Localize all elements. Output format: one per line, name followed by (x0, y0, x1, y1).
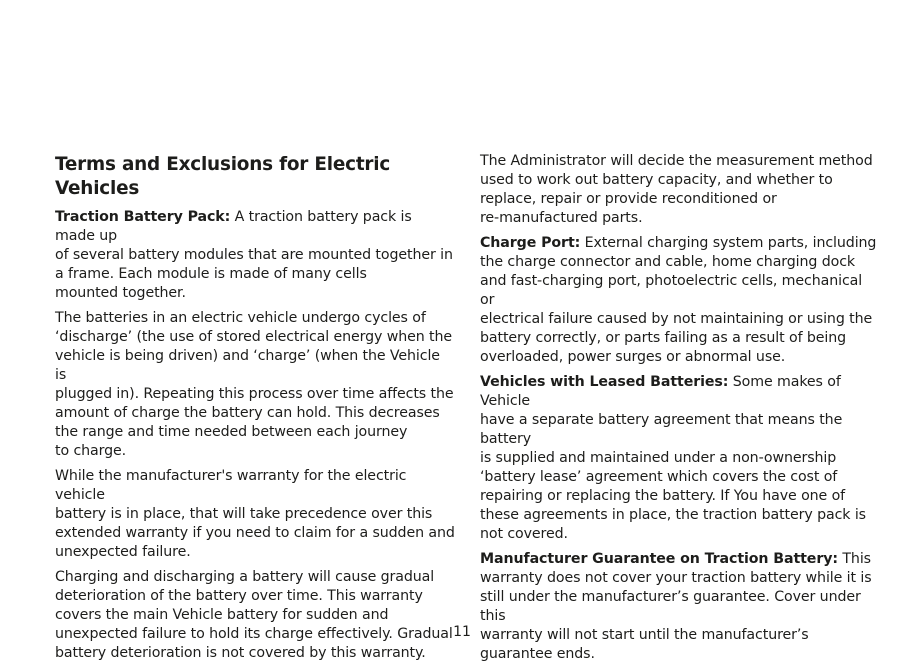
paragraph-line: not covered. (480, 526, 568, 542)
left-column (55, 153, 455, 669)
paragraph-line: extended warranty if you need to claim for a sudden and (55, 525, 455, 541)
paragraph-line: unexpected failure. (55, 544, 191, 560)
paragraph-line: warranty does not cover your traction battery while it is (480, 570, 872, 586)
right-column (480, 152, 880, 670)
page-number: 11 (453, 624, 471, 640)
paragraph-line: mounted together. (55, 285, 186, 301)
paragraph (480, 234, 880, 367)
paragraph-line: guarantee ends. (480, 646, 595, 662)
left-paragraphs (55, 208, 455, 663)
paragraph-line: unexpected failure to hold its charge effectively. Gradual (55, 626, 453, 642)
paragraph-lead: Manufacturer Guarantee on Traction Battery: (480, 551, 838, 567)
paragraph (55, 467, 455, 562)
paragraph-lead: Vehicles with Leased Batteries: (480, 374, 729, 390)
paragraph-lead: Charge Port: (480, 235, 581, 251)
paragraph-line: plugged in). Repeating this process over time affects the (55, 386, 454, 402)
paragraph-line: covers the main Vehicle battery for sudden and (55, 607, 389, 623)
paragraph-line: amount of charge the battery can hold. This decreases (55, 405, 440, 421)
paragraph-line: The batteries in an electric vehicle undergo cycles of (55, 310, 426, 326)
paragraph (480, 373, 880, 544)
paragraph-line: ‘discharge’ (the use of stored electrical energy when the (55, 329, 453, 345)
paragraph-line: to charge. (55, 443, 127, 459)
paragraph-line: deterioration of the battery over time. This warranty (55, 588, 423, 604)
paragraph-line: still under the manufacturer’s guarantee. Cover under this (480, 589, 861, 624)
paragraph-line: replace, repair or provide reconditioned or (480, 191, 777, 207)
paragraph-line: a frame. Each module is made of many cells (55, 266, 367, 282)
paragraph-line: The Administrator will decide the measurement method (480, 153, 873, 169)
paragraph-lead: Traction Battery Pack: (55, 209, 231, 225)
right-paragraphs (480, 152, 880, 664)
paragraph-line: these agreements in place, the traction battery pack is (480, 507, 866, 523)
paragraph-line: External charging system parts, including (580, 235, 877, 251)
paragraph-line: is supplied and maintained under a non-ownership (480, 450, 837, 466)
paragraph-line: the charge connector and cable, home charging dock (480, 254, 856, 270)
paragraph-line: have a separate battery agreement that means the battery (480, 412, 843, 447)
paragraph-line: ‘battery lease’ agreement which covers the cost of (480, 469, 838, 485)
paragraph (480, 550, 880, 664)
paragraph-line: of several battery modules that are mounted together in (55, 247, 453, 263)
paragraph-line: overloaded, power surges or abnormal use. (480, 349, 786, 365)
paragraph-line: electrical failure caused by not maintaining or using the (480, 311, 873, 327)
paragraph (55, 208, 455, 303)
paragraph-line: While the manufacturer's warranty for the electric vehicle (55, 468, 407, 503)
paragraph-line: vehicle is being driven) and ‘charge’ (when the Vehicle is (55, 348, 440, 383)
paragraph (55, 309, 455, 461)
paragraph-line: battery deterioration is not covered by this warranty. (55, 645, 426, 661)
paragraph-line: Some makes of Vehicle (480, 374, 841, 409)
paragraph-line: used to work out battery capacity, and whether to (480, 172, 833, 188)
paragraph (480, 152, 880, 228)
paragraph-line: A traction battery pack is made up (55, 209, 412, 244)
paragraph-line: the range and time needed between each journey (55, 424, 408, 440)
paragraph-line: This (837, 551, 871, 567)
paragraph-line: battery correctly, or parts failing as a result of being (480, 330, 847, 346)
paragraph-line: repairing or replacing the battery. If You have one of (480, 488, 846, 504)
paragraph-line: battery is in place, that will take precedence over this (55, 506, 433, 522)
section-heading: Terms and Exclusions for Electric Vehicles (55, 154, 391, 199)
paragraph-line: re-manufactured parts. (480, 210, 643, 226)
paragraph-line: Charging and discharging a battery will cause gradual (55, 569, 435, 585)
paragraph-line: warranty will not start until the manufacturer’s (480, 627, 809, 643)
paragraph-line: and fast-charging port, photoelectric cells, mechanical or (480, 273, 863, 308)
